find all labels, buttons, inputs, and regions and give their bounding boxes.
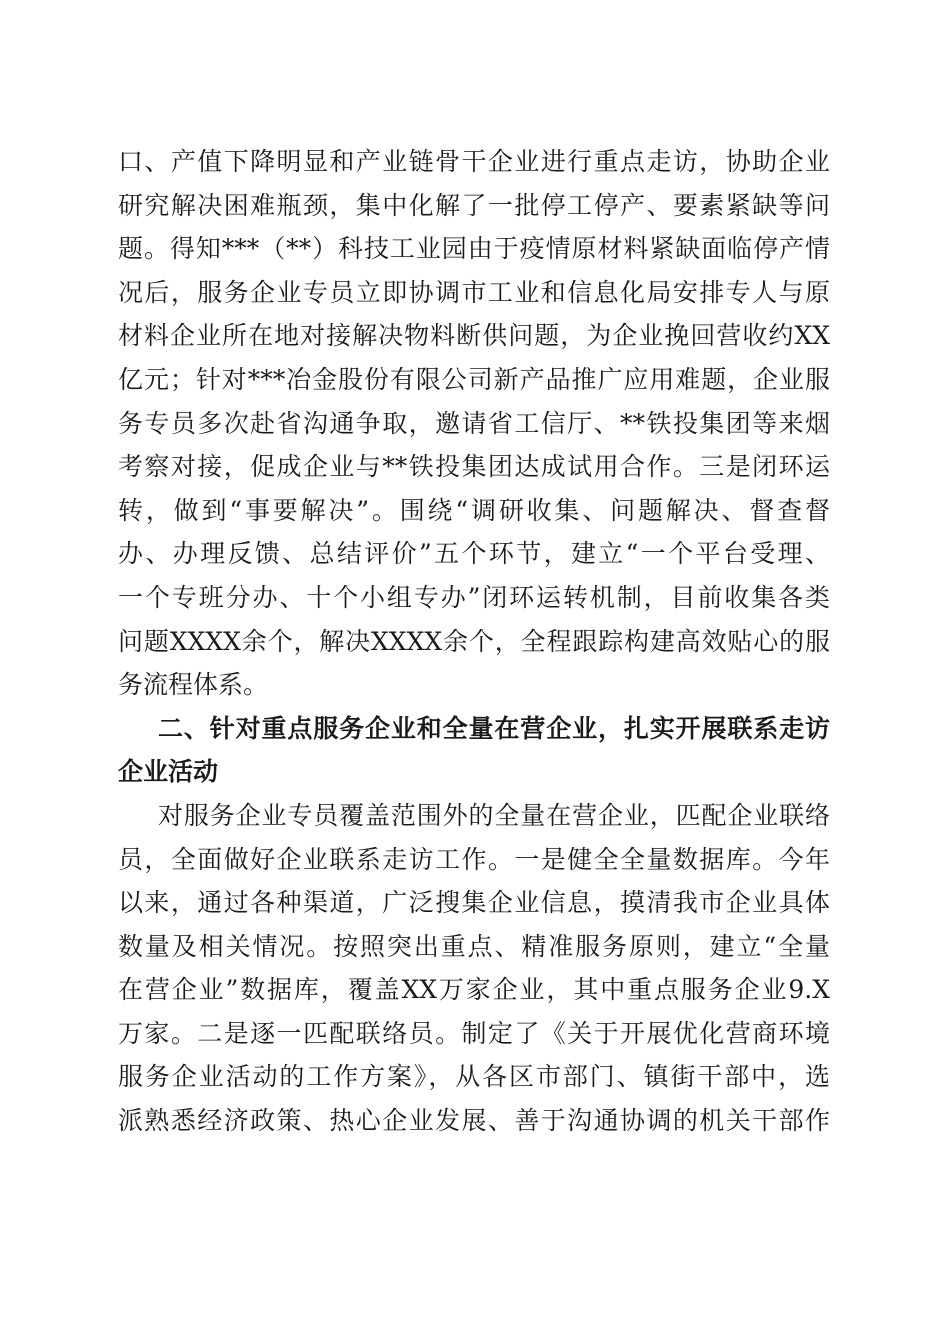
paragraph-line: 一个专班分办、十个小组专办”闭环运转机制，目前收集各类 — [118, 582, 830, 612]
paragraph-line: 服务企业活动的工作方案》，从各区市部门、镇街干部中，选 — [118, 1062, 830, 1092]
paragraph-line: 问题XXXX余个，解决XXXX余个，全程跟踪构建高效贴心的服 — [118, 626, 830, 656]
paragraph-line: 材料企业所在地对接解决物料断供问题，为企业挽回营收约XX — [118, 321, 830, 351]
paragraph-line: 研究解决困难瓶颈，集中化解了一批停工停产、要素紧缺等问 — [118, 190, 830, 220]
paragraph-line: 办、办理反馈、总结评价”五个环节，建立“一个平台受理、 — [118, 539, 830, 569]
paragraph-line: 在营企业”数据库，覆盖XX万家企业，其中重点服务企业9.X — [118, 975, 830, 1005]
paragraph-line: 考察对接，促成企业与**铁投集团达成试用合作。三是闭环运 — [118, 452, 830, 482]
paragraph-line: 数量及相关情况。按照突出重点、精准服务原则，建立“全量 — [118, 931, 830, 961]
paragraph-line: 转，做到“事要解决”。围绕“调研收集、问题解决、督查督 — [118, 495, 830, 525]
document-page — [118, 140, 830, 1143]
body-paragraph-2 — [118, 794, 830, 1143]
paragraph-line: 况后，服务企业专员立即协调市工业和信息化局安排专人与原 — [118, 277, 830, 307]
paragraph-line: 对服务企业专员覆盖范围外的全量在营企业，匹配企业联络 — [158, 800, 830, 830]
heading-line: 企业活动 — [118, 757, 219, 787]
paragraph-line: 务流程体系。 — [118, 670, 269, 700]
paragraph-line: 口、产值下降明显和产业链骨干企业进行重点走访，协助企业 — [118, 147, 830, 176]
section-heading — [118, 707, 830, 794]
paragraph-line: 万家。二是逐一匹配联络员。制定了《关于开展优化营商环境 — [118, 1018, 830, 1048]
paragraph-line: 员，全面做好企业联系走访工作。一是健全全量数据库。今年 — [118, 844, 830, 874]
paragraph-line: 以来，通过各种渠道，广泛搜集企业信息，摸清我市企业具体 — [118, 888, 830, 918]
paragraph-line: 亿元；针对***冶金股份有限公司新产品推广应用难题，企业服 — [118, 364, 830, 394]
paragraph-line: 务专员多次赴省沟通争取，邀请省工信厅、**铁投集团等来烟 — [118, 408, 830, 438]
heading-line: 二、针对重点服务企业和全量在营企业，扎实开展联系走访 — [158, 713, 830, 743]
paragraph-line: 题。得知***（**）科技工业园由于疫情原材料紧缺面临停产情 — [118, 234, 830, 264]
paragraph-line: 派熟悉经济政策、热心企业发展、善于沟通协调的机关干部作 — [118, 1106, 830, 1136]
body-paragraph-1 — [118, 140, 830, 707]
